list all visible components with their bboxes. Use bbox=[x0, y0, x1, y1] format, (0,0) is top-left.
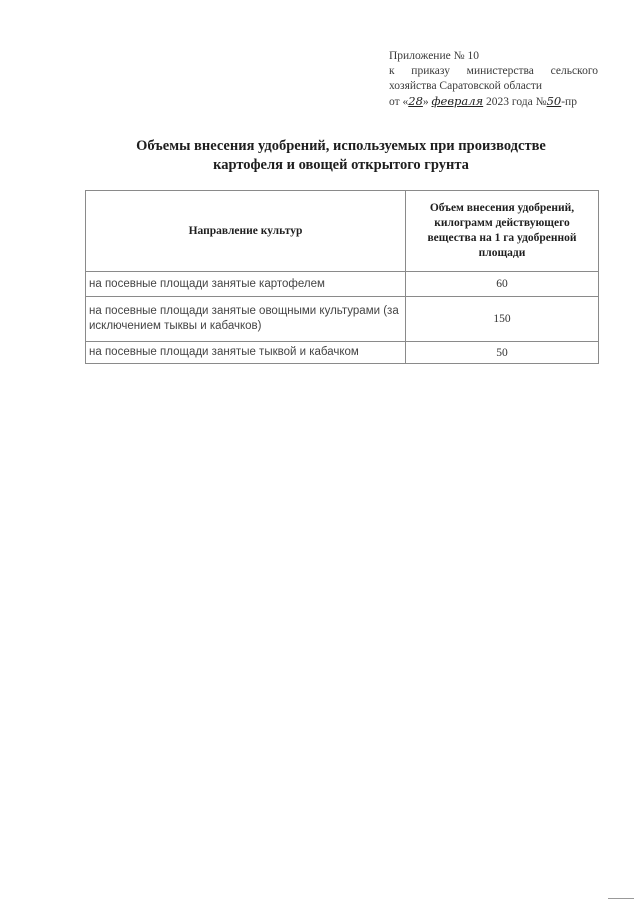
handwritten-number: 50 bbox=[546, 94, 562, 108]
volume-cell: 60 bbox=[406, 272, 599, 297]
date-mid: » bbox=[422, 96, 432, 108]
crop-cell: на посевные площади занятые картофелем bbox=[86, 272, 406, 297]
table-row bbox=[86, 297, 599, 342]
header-fertilizer-volume: Объем внесения удобрений, килограмм действующего вещества на 1 га удобренной площади bbox=[406, 191, 599, 272]
handwritten-month: февраля bbox=[431, 94, 484, 108]
header-crop-direction: Направление культур bbox=[86, 191, 406, 272]
date-prefix: от « bbox=[389, 96, 409, 108]
volume-cell: 50 bbox=[406, 342, 599, 364]
volume-cell: 150 bbox=[406, 297, 599, 342]
date-year: 2023 года № bbox=[483, 96, 547, 108]
handwritten-day: 28 bbox=[408, 94, 423, 108]
table-header-row bbox=[86, 191, 599, 272]
appendix-ministry-line: хозяйства Саратовской области bbox=[389, 80, 543, 92]
order-suffix: -пр bbox=[561, 96, 577, 108]
appendix-block bbox=[389, 49, 598, 110]
appendix-order-line: к приказу министерства сельского bbox=[389, 65, 598, 77]
fertilizer-table bbox=[85, 190, 599, 364]
scan-corner-mark bbox=[608, 898, 634, 899]
title-line-2: картофеля и овощей открытого грунта bbox=[213, 157, 469, 173]
crop-cell: на посевные площади занятые овощными культурами (за исключением тыквы и кабачков) bbox=[86, 297, 406, 342]
appendix-date-line bbox=[389, 94, 598, 110]
crop-cell: на посевные площади занятые тыквой и кабачком bbox=[86, 342, 406, 364]
table-row bbox=[86, 272, 599, 297]
title-line-1: Объемы внесения удобрений, используемых при производстве bbox=[136, 138, 546, 154]
appendix-title: Приложение № 10 bbox=[389, 50, 479, 62]
table-row bbox=[86, 342, 599, 364]
document-title bbox=[90, 137, 592, 175]
